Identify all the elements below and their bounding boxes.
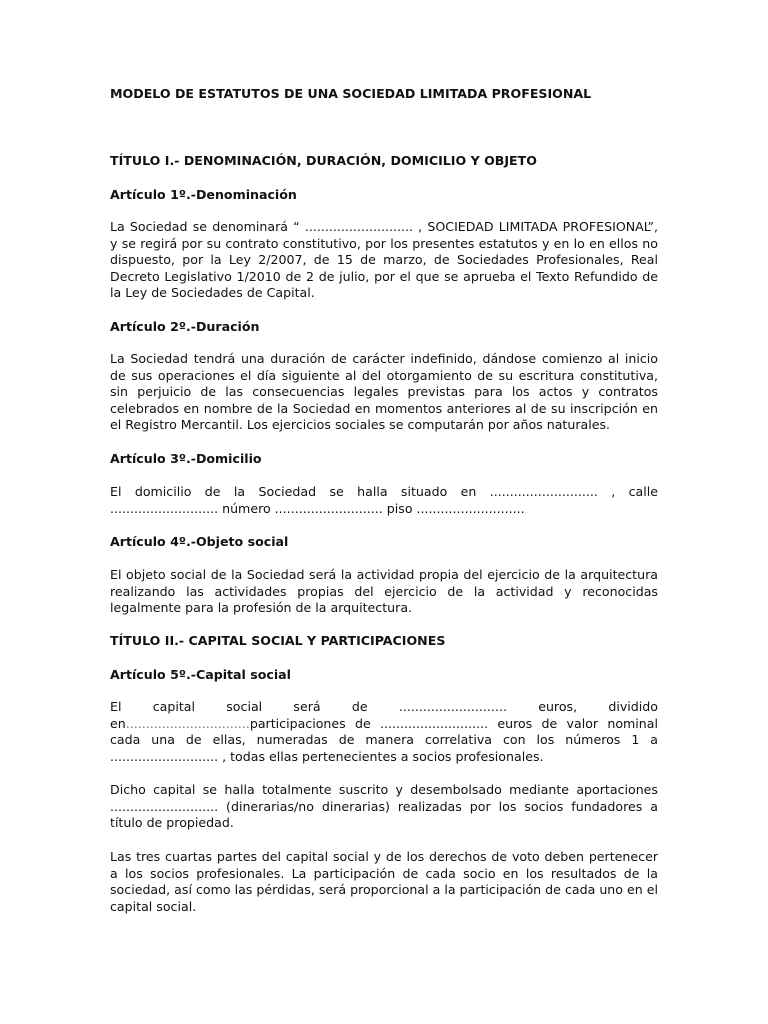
article-5-paragraph-1-part-a: El capital social será de ........................... euros, dividido en xyxy=(110,699,658,731)
document-title: MODELO DE ESTATUTOS DE UNA SOCIEDAD LIMITADA PROFESIONAL xyxy=(110,86,592,101)
article-5-paragraph-2: Dicho capital se halla totalmente suscrito y desembolsado mediante aportaciones ........................... (dinerarias/no dinerarias) realizadas por los socios fundadores a título de propiedad. xyxy=(110,782,658,830)
title-2-heading: TÍTULO II.- CAPITAL SOCIAL Y PARTICIPACIONES xyxy=(110,633,446,648)
title-1-heading: TÍTULO I.- DENOMINACIÓN, DURACIÓN, DOMICILIO Y OBJETO xyxy=(110,153,537,168)
article-1-heading: Artículo 1º.-Denominación xyxy=(110,187,297,202)
article-5-paragraph-1-part-b: participaciones de ........................... euros de valor nominal cada una de ellas, numeradas de manera correlativa con los números 1 a ........................... , todas ellas pertenecientes a socios profesionales. xyxy=(110,715,658,764)
article-3-heading: Artículo 3º.-Domicilio xyxy=(110,451,262,466)
article-5-paragraph-1 xyxy=(110,699,658,765)
article-3-body: El domicilio de la Sociedad se halla situado en ........................... , calle ........................... número ........................... piso ........................... xyxy=(110,484,658,516)
article-4-heading: Artículo 4º.-Objeto social xyxy=(110,534,289,549)
article-5-paragraph-1-dots: ............................... xyxy=(125,715,250,731)
article-5-heading: Artículo 5º.-Capital social xyxy=(110,667,291,682)
article-2-heading: Artículo 2º.-Duración xyxy=(110,319,260,334)
article-4-body: El objeto social de la Sociedad será la actividad propia del ejercicio de la arquitectura realizando las actividades propias del ejercicio de la actividad y reconocidas legalmente para la profesión de la arquitectura. xyxy=(110,567,658,615)
article-2-body: La Sociedad tendrá una duración de carácter indefinido, dándose comienzo al inicio de sus operaciones el día siguiente al del otorgamiento de su escritura constitutiva, sin perjuicio de las consecuencias legales previstas para los actos y contratos celebrados en nombre de la Sociedad en momentos anteriores al de su inscripción en el Registro Mercantil. Los ejercicios sociales se computarán por años naturales. xyxy=(110,351,658,432)
article-1-body: La Sociedad se denominará “ ........................... , SOCIEDAD LIMITADA PROFESIONAL”, y se regirá por su contrato constitutivo, por los presentes estatutos y en lo en ellos no dispuesto, por la Ley 2/2007, de 15 de marzo, de Sociedades Profesionales, Real Decreto Legislativo 1/2010 de 2 de julio, por el que se aprueba el Texto Refundido de la Ley de Sociedades de Capital. xyxy=(110,219,658,300)
article-5-paragraph-3: Las tres cuartas partes del capital social y de los derechos de voto deben pertenecer a los socios profesionales. La participación de cada socio en los resultados de la sociedad, así como las pérdidas, será proporcional a la participación de cada uno en el capital social. xyxy=(110,849,658,914)
